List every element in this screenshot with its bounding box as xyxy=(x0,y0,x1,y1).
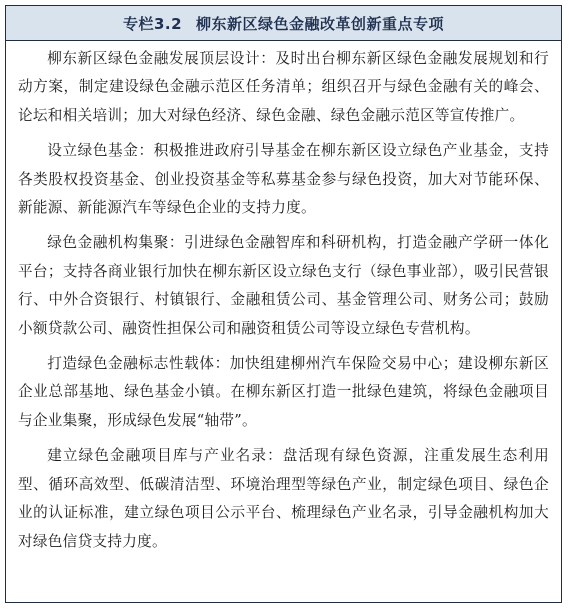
box-header xyxy=(6,6,561,41)
paragraph-top-level-design: 柳东新区绿色金融发展顶层设计：及时出台柳东新区绿色金融发展规划和行动方案，制定建设绿色金融示范区任务清单；组织召开与绿色金融有关的峰会、论坛和相关培训；加大对绿色经济、绿色金融、绿色金融示范区等宣传推广。 xyxy=(18,50,549,124)
paragraph-project-library: 建立绿色金融项目库与产业名录：盘活现有绿色资源，注重发展生态利用型、循环高效型、低碳清洁型、环境治理型等绿色产业，制定绿色项目、绿色企业的认证标准，建立绿色项目公示平台、梳理绿色产业名录，引导金融机构加大对绿色信贷支持力度。 xyxy=(18,447,549,550)
box-title: 柳东新区绿色金融改革创新重点专项 xyxy=(196,14,445,33)
box-body xyxy=(6,41,561,556)
paragraph-institution-cluster: 绿色金融机构集聚：引进绿色金融智库和科研机构，打造金融产学研一体化平台；支持各商业银行加快在柳东新区设立绿色支行（绿色事业部），吸引民营银行、中外合资银行、村镇银行、金融租赁公司、基金管理公司、财务公司；鼓励小额贷款公司、融资性担保公司和融资租赁公司等设立绿色专营机构。 xyxy=(18,234,549,337)
paragraph-green-fund: 设立绿色基金：积极推进政府引导基金在柳东新区设立绿色产业基金，支持各类股权投资基金、创业投资基金等私募基金参与绿色投资，加大对节能环保、新能源、新能源汽车等绿色企业的支持力度。 xyxy=(18,142,549,217)
box-number: 专栏3.2 xyxy=(122,14,183,33)
paragraph-landmark-carrier: 打造绿色金融标志性载体：加快组建柳州汽车保险交易中心；建设柳东新区企业总部基地、绿色基金小镇。在柳东新区打造一批绿色建筑，将绿色金融项目与企业集聚，形成绿色发展“轴带”。 xyxy=(18,355,549,429)
feature-box xyxy=(5,5,562,603)
